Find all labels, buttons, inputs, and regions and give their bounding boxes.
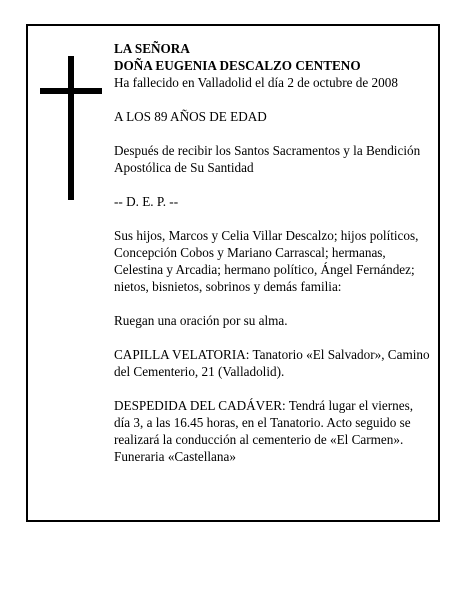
chapel-block (114, 346, 432, 380)
cross-vertical-bar (68, 56, 74, 200)
obituary-notice (26, 24, 440, 522)
farewell-block (114, 397, 432, 465)
header-block (114, 40, 432, 91)
farewell-text: Tendrá lugar el viernes, día 3, a las 16.45 horas, en el Tanatorio. Acto seguido se realizará la conducción al cementerio de «El Carmen». (114, 398, 414, 447)
rip-text: -- D. E. P. -- (114, 194, 179, 209)
deceased-name: DOÑA EUGENIA DESCALZO CENTENO (114, 58, 361, 73)
chapel-text: Tanatorio «El Salvador», Camino del Cementerio, 21 (Valladolid). (114, 347, 430, 379)
cross-horizontal-bar (40, 88, 102, 94)
notice-content (114, 40, 432, 465)
family-text: Sus hijos, Marcos y Celia Villar Descalzo; hijos políticos, Concepción Cobos y Mariano Carrascal; hermanas, Celestina y Arcadia; hermano político, Ángel Fernández; nietos, bisnietos, sobrinos y demás familia: (114, 228, 419, 294)
chapel-label: CAPILLA VELATORIA: (114, 347, 250, 362)
sacraments-text: Después de recibir los Santos Sacramentos y la Bendición Apostólica de Su Santidad (114, 143, 421, 175)
funeral-home: Funeraria «Castellana» (114, 449, 236, 464)
prayer-text: Ruegan una oración por su alma. (114, 313, 288, 328)
salutation: LA SEÑORA (114, 41, 190, 56)
cross-icon (40, 56, 102, 200)
age-line: A LOS 89 AÑOS DE EDAD (114, 109, 267, 124)
farewell-label: DESPEDIDA DEL CADÁVER: (114, 398, 286, 413)
death-line: Ha fallecido en Valladolid el día 2 de octubre de 2008 (114, 75, 398, 90)
